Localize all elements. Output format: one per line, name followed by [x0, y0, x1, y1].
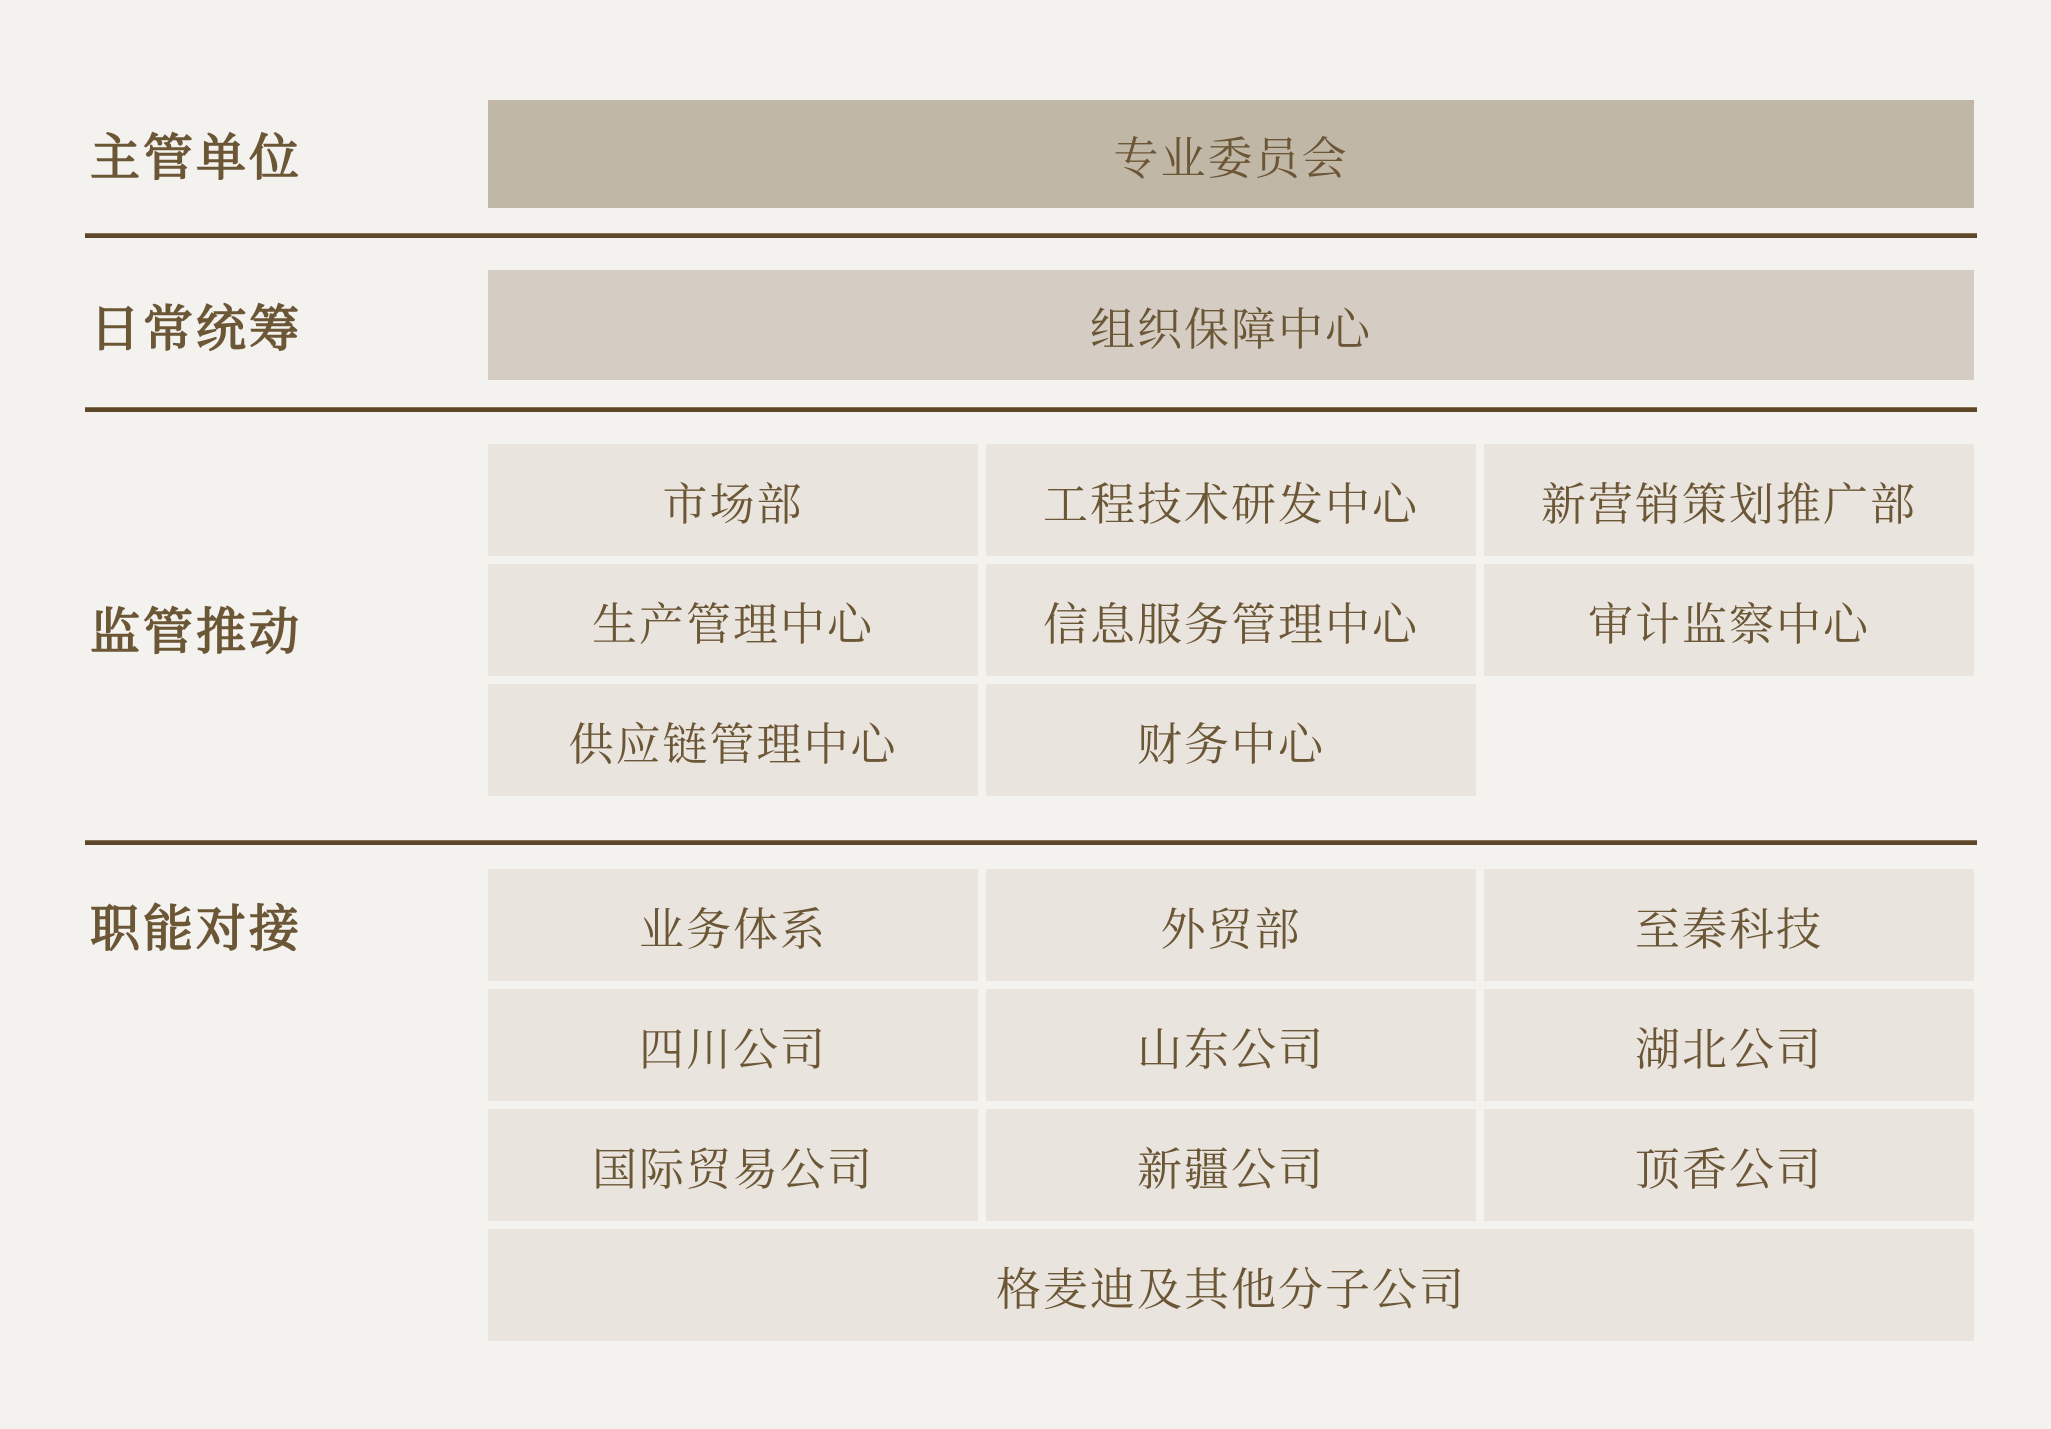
tier-label-coordination: 日常统筹 [90, 301, 302, 357]
tier-label-regulation: 监管推动 [90, 604, 302, 660]
unit-cell-shandong: 山东公司 [986, 989, 1476, 1101]
function-grid [488, 869, 1974, 1341]
unit-cell-dingxiang: 顶香公司 [1484, 1109, 1974, 1221]
regulation-grid [488, 444, 1974, 796]
tier-label-function: 职能对接 [90, 901, 302, 957]
unit-cell-intl-trade: 国际贸易公司 [488, 1109, 978, 1221]
unit-cell-zhiqin-tech: 至秦科技 [1484, 869, 1974, 981]
unit-cell-gemaidi-others: 格麦迪及其他分子公司 [488, 1229, 1974, 1341]
dept-cell-new-marketing: 新营销策划推广部 [1484, 444, 1974, 556]
dept-cell-marketing: 市场部 [488, 444, 978, 556]
unit-cell-hubei: 湖北公司 [1484, 989, 1974, 1101]
section-divider-1 [85, 233, 1977, 238]
dept-cell-supply-chain: 供应链管理中心 [488, 684, 978, 796]
tier-label-supervisor: 主管单位 [90, 130, 302, 186]
dept-cell-finance: 财务中心 [986, 684, 1476, 796]
dept-cell-info-service: 信息服务管理中心 [986, 564, 1476, 676]
org-box-committee: 专业委员会 [488, 100, 1974, 208]
section-divider-3 [85, 840, 1977, 845]
section-divider-2 [85, 407, 1977, 412]
org-box-support-center: 组织保障中心 [488, 270, 1974, 380]
unit-cell-sichuan: 四川公司 [488, 989, 978, 1101]
dept-cell-audit: 审计监察中心 [1484, 564, 1974, 676]
unit-cell-business-system: 业务体系 [488, 869, 978, 981]
dept-cell-production: 生产管理中心 [488, 564, 978, 676]
unit-cell-foreign-trade: 外贸部 [986, 869, 1476, 981]
unit-cell-xinjiang: 新疆公司 [986, 1109, 1476, 1221]
dept-cell-engineering-rd: 工程技术研发中心 [986, 444, 1476, 556]
